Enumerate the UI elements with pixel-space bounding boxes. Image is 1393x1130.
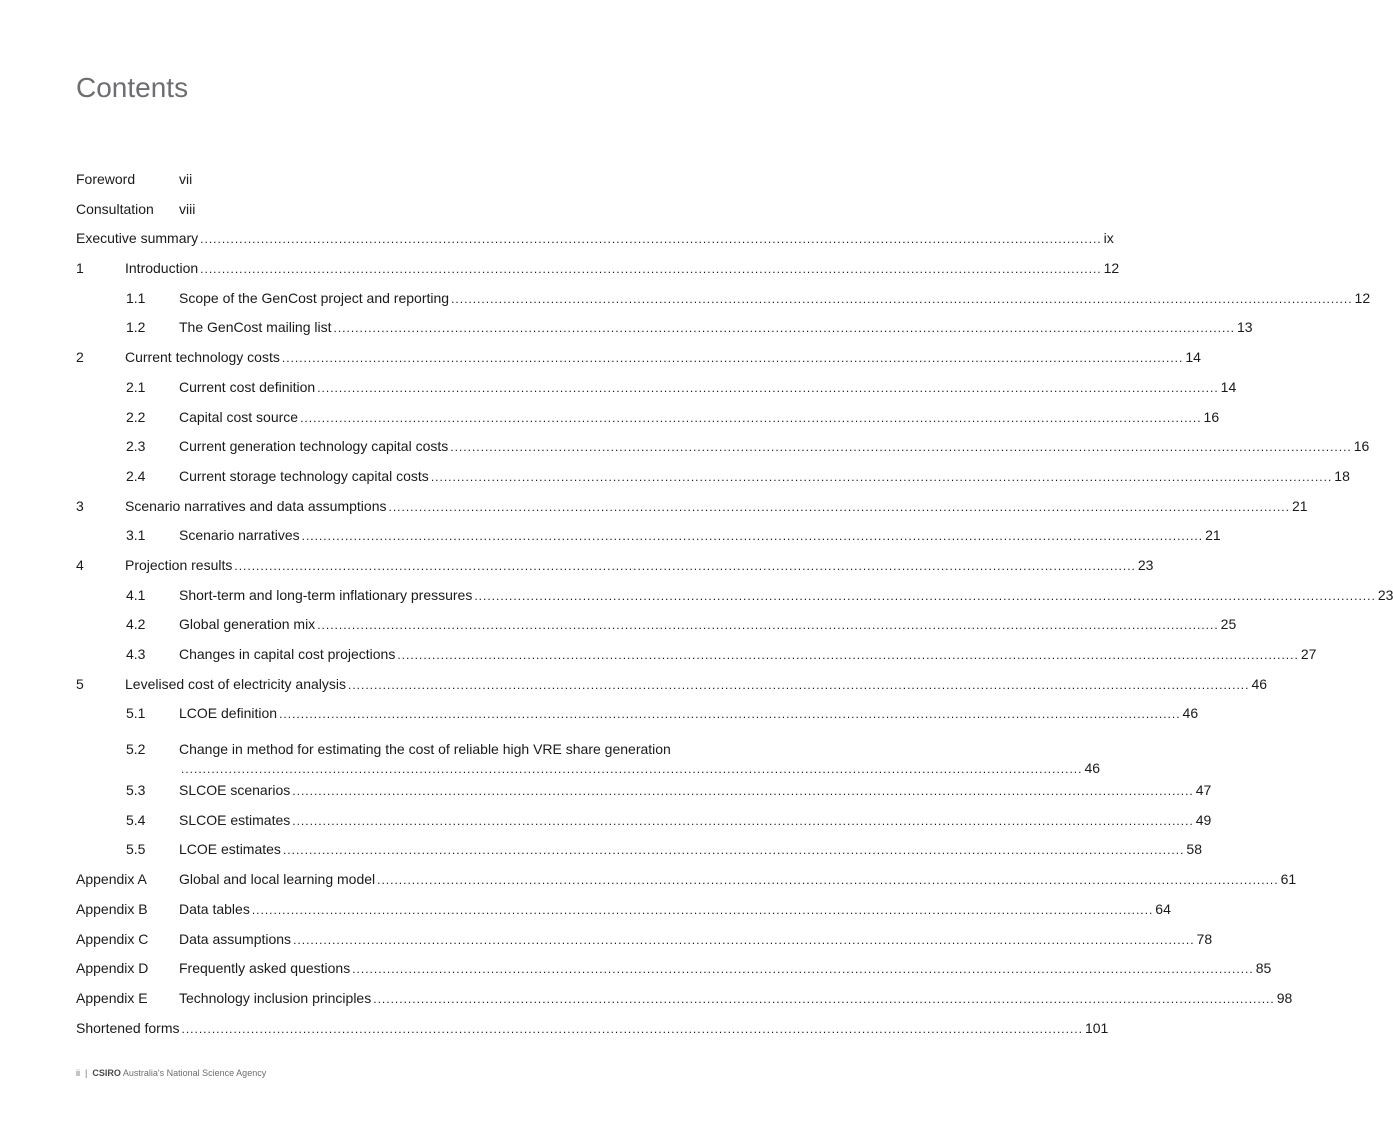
toc-entry-number: 2.2 <box>126 408 146 425</box>
toc-entry-title: Technology inclusion principles <box>179 989 372 1006</box>
toc-entry-page: 46 <box>1182 705 1199 722</box>
toc-leader-dots <box>293 931 1194 949</box>
footer-org: CSIRO <box>92 1068 121 1078</box>
toc-entry-page: 23 <box>1377 586 1393 603</box>
toc-entry[interactable] <box>76 170 704 200</box>
toc-entry-page: 64 <box>1155 900 1171 917</box>
toc-entry[interactable] <box>76 734 1101 781</box>
toc-entry-number: Appendix C <box>76 930 149 947</box>
toc-entry-number: 2 <box>76 349 84 366</box>
toc-entry-page: 85 <box>1255 960 1272 977</box>
toc-entry-number: 4.1 <box>126 586 146 603</box>
toc-entry[interactable] <box>76 1019 1109 1049</box>
toc-entry-page: 46 <box>1251 675 1268 692</box>
toc-leader-dots <box>450 438 1351 456</box>
toc-entry-number: Foreword <box>76 171 136 187</box>
toc-entry-page: 27 <box>1300 646 1317 662</box>
toc-entry-number: 3 <box>76 497 84 514</box>
toc-entry-title: Data tables <box>179 900 250 917</box>
toc-entry-title: Change in method for estimating the cost of reliable high VRE share generation <box>179 741 671 758</box>
toc-entry-title: Projection results <box>125 556 233 573</box>
toc-entry[interactable] <box>76 704 1199 734</box>
toc-entry-page: 13 <box>1236 319 1253 336</box>
toc-entry[interactable] <box>76 497 1308 527</box>
toc-entry-number: 5.1 <box>126 705 146 722</box>
toc-entry-page: 12 <box>1354 289 1371 306</box>
toc-leader-dots <box>431 468 1332 486</box>
toc-leader-dots <box>474 587 1375 605</box>
table-of-contents <box>76 170 1393 1048</box>
toc-entry[interactable] <box>76 467 1350 497</box>
toc-leader-dots <box>317 616 1218 634</box>
toc-entry[interactable] <box>76 870 1297 900</box>
toc-leader-dots <box>252 901 1153 919</box>
toc-leader-dots <box>292 782 1193 800</box>
toc-entry-number: 1.2 <box>126 319 146 336</box>
toc-entry-page: 23 <box>1137 556 1154 573</box>
toc-entry[interactable] <box>76 840 1202 870</box>
toc-entry-page: 98 <box>1276 989 1293 1006</box>
toc-leader-dots <box>200 260 1101 278</box>
toc-leader-dots <box>352 960 1253 978</box>
toc-entry-page: 46 <box>1084 760 1101 777</box>
toc-entry-number: Appendix B <box>76 900 148 917</box>
toc-entry-title: Data assumptions <box>179 930 292 947</box>
toc-entry-page: 78 <box>1196 930 1213 947</box>
toc-entry[interactable] <box>76 811 1212 841</box>
page-footer <box>76 1068 266 1078</box>
toc-entry[interactable] <box>76 200 704 230</box>
toc-entry-title: The GenCost mailing list <box>179 319 332 336</box>
toc-entry-number: 3.1 <box>126 527 146 544</box>
toc-entry-page: 16 <box>1353 438 1370 455</box>
toc-entry-number: 5 <box>76 675 84 692</box>
toc-entry-title: SLCOE estimates <box>179 811 291 828</box>
toc-entry[interactable] <box>76 229 1114 259</box>
toc-leader-dots <box>373 990 1274 1008</box>
toc-entry-number: 2.4 <box>126 467 146 484</box>
toc-entry-number: 5.4 <box>126 811 146 828</box>
toc-leader-dots <box>292 812 1193 830</box>
toc-entry-title: LCOE definition <box>179 705 278 722</box>
toc-entry[interactable] <box>76 930 1213 960</box>
toc-entry[interactable] <box>76 526 1221 556</box>
toc-entry-number: Consultation <box>76 200 154 217</box>
footer-tagline: Australia's National Science Agency <box>122 1068 267 1078</box>
toc-entry-number: 4.2 <box>126 616 146 633</box>
toc-entry[interactable] <box>76 675 1268 705</box>
toc-entry-title: Current technology costs <box>125 349 280 366</box>
toc-entry-title: Current generation technology capital costs <box>179 438 449 455</box>
toc-leader-dots <box>182 1020 1083 1038</box>
toc-entry-page: 101 <box>1084 1019 1109 1036</box>
toc-entry-page: 47 <box>1195 782 1212 799</box>
toc-entry-number: 4.3 <box>126 646 146 662</box>
toc-entry-title: LCOE estimates <box>179 841 281 858</box>
toc-entry[interactable] <box>76 318 1253 348</box>
toc-entry-number: Appendix E <box>76 989 148 1006</box>
toc-entry[interactable] <box>76 408 1220 438</box>
toc-entry-title: Short-term and long-term inflationary pressures <box>179 586 473 603</box>
toc-entry[interactable] <box>76 437 1370 467</box>
toc-entry-title: Current cost definition <box>179 378 316 395</box>
toc-entry-number: Appendix A <box>76 871 147 888</box>
toc-leader-dots <box>279 705 1180 723</box>
toc-entry-page: 14 <box>1220 378 1237 395</box>
toc-entry-title: Shortened forms <box>76 1019 180 1036</box>
toc-entry-page: 49 <box>1195 811 1212 828</box>
toc-entry[interactable] <box>76 645 1317 675</box>
toc-leader-dots <box>334 319 1235 337</box>
toc-entry[interactable] <box>76 556 1154 586</box>
toc-entry-title: Scope of the GenCost project and reporting <box>179 289 450 306</box>
toc-leader-dots <box>200 230 1101 248</box>
toc-entry[interactable] <box>76 900 1171 930</box>
toc-entry-page: ix <box>1103 230 1114 247</box>
toc-entry[interactable] <box>76 378 1237 408</box>
toc-leader-dots <box>317 379 1218 397</box>
toc-entry-number: 1 <box>76 260 84 277</box>
toc-entry-page: 18 <box>1334 467 1350 484</box>
page-title: Contents <box>76 72 189 103</box>
toc-entry-page: 25 <box>1220 616 1237 633</box>
toc-entry-title: viii <box>179 200 196 217</box>
toc-entry-page: 12 <box>1103 260 1120 277</box>
toc-leader-dots <box>282 349 1183 367</box>
toc-leader-dots <box>181 760 1082 778</box>
toc-leader-dots <box>300 409 1201 427</box>
toc-entry-title: Scenario narratives <box>179 527 300 544</box>
toc-entry-title: Current storage technology capital costs <box>179 467 429 484</box>
toc-entry-number: 5.2 <box>126 741 146 758</box>
toc-entry-number: Appendix D <box>76 960 149 977</box>
toc-entry-page: 16 <box>1203 408 1220 425</box>
toc-entry[interactable] <box>76 989 1293 1019</box>
toc-entry[interactable] <box>76 781 1212 811</box>
toc-entry-page: 58 <box>1186 841 1202 858</box>
toc-leader-dots <box>302 527 1203 545</box>
toc-entry-number: 2.3 <box>126 438 146 455</box>
toc-entry-page: 21 <box>1291 497 1308 514</box>
toc-entry-title: Global and local learning model <box>179 871 376 888</box>
footer-separator: | <box>85 1068 88 1078</box>
toc-leader-dots <box>388 498 1289 516</box>
toc-entry-title: Capital cost source <box>179 408 299 425</box>
toc-leader-dots <box>397 646 1298 664</box>
toc-entry[interactable] <box>76 615 1237 645</box>
toc-entry-page: 21 <box>1205 527 1221 544</box>
toc-entry-title: Frequently asked questions <box>179 960 351 977</box>
toc-entry-page: 14 <box>1185 349 1201 366</box>
toc-entry-number: 4 <box>76 556 84 573</box>
toc-leader-dots <box>451 290 1352 308</box>
toc-entry-title: SLCOE scenarios <box>179 782 291 799</box>
toc-leader-dots <box>377 871 1278 889</box>
toc-leader-dots <box>283 841 1184 859</box>
toc-entry[interactable] <box>76 586 1393 616</box>
toc-entry-number: 5.5 <box>126 841 146 858</box>
toc-leader-dots <box>348 676 1249 694</box>
toc-entry[interactable] <box>76 259 1120 289</box>
toc-entry-number: 1.1 <box>126 289 146 306</box>
footer-page-number: ii <box>76 1068 80 1078</box>
toc-leader-dots <box>234 557 1135 575</box>
toc-entry-title: Changes in capital cost projections <box>179 646 396 662</box>
toc-entry-title: Scenario narratives and data assumptions <box>125 497 387 514</box>
toc-entry-page: 61 <box>1280 871 1297 888</box>
toc-entry-title: Executive summary <box>76 230 199 247</box>
toc-entry-title: Levelised cost of electricity analysis <box>125 675 346 692</box>
toc-entry[interactable] <box>76 959 1272 989</box>
toc-entry-number: 5.3 <box>126 782 146 799</box>
toc-entry-title: vii <box>179 171 193 187</box>
toc-entry-number: 2.1 <box>126 378 146 395</box>
toc-entry[interactable] <box>76 348 1201 378</box>
toc-entry-title: Introduction <box>125 260 199 277</box>
toc-entry[interactable] <box>76 289 1371 319</box>
toc-entry-title: Global generation mix <box>179 616 316 633</box>
